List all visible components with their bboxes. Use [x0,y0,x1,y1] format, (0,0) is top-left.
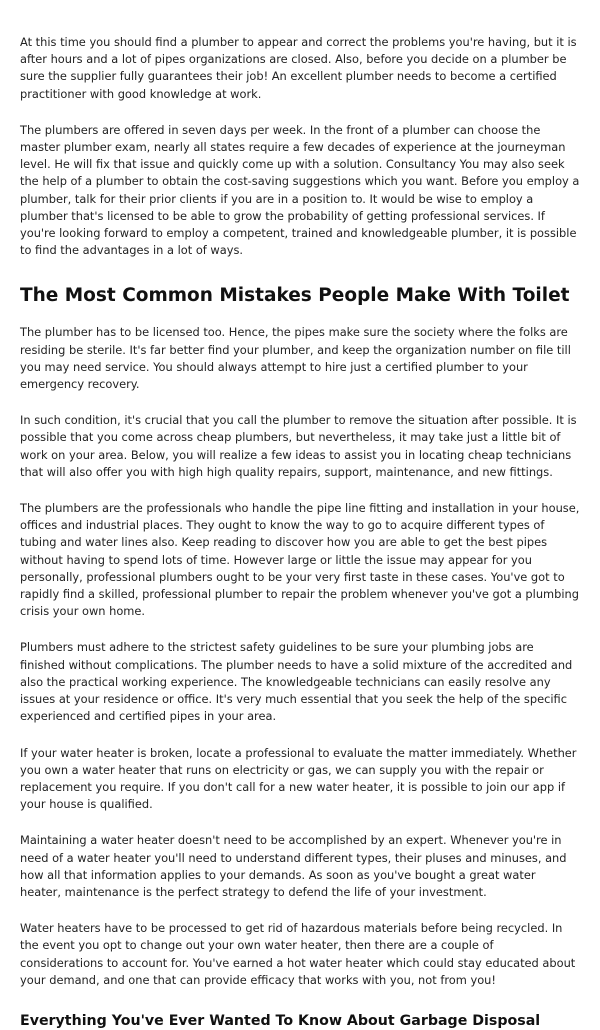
section-paragraph-4: Plumbers must adhere to the strictest safety guidelines to be sure your plumbing jobs are finished without complications. The plumber needs to have a solid mixture of the accredited and also the practical working experience. The knowledgeable technicians can easily resolve any issues at your residence or office. It's very much essential that you seek the help of the specific experienced and certified pipes in your area. [20,640,573,724]
section-paragraph-6: Maintaining a water heater doesn't need to be accomplished by an expert. Whenever you're in need of a water heater you'll need to understand different types, their pluses and minuses, and how all that information applies to your demands. As soon as you've bought a great water heater, maintenance is the perfect strategy to defend the life of your investment. [20,833,567,899]
intro-paragraph-1: At this time you should find a plumber to appear and correct the problems you're having, but it is after hours and a lot of pipes organizations are closed. Also, before you decide on a plumber be sure the supplier fully guarantees their job! An excellent plumber needs to become a certified practitioner with good knowledge at work. [20,35,577,101]
section-paragraph-5: If your water heater is broken, locate a professional to evaluate the matter immediately. Whether you own a water heater that runs on electricity or gas, we can supply you with the repair or replacement you require. If you don't call for a new water heater, it is possible to join our app if your house is qualified. [20,745,577,812]
section-paragraph-3: The plumbers are the professionals who handle the pipe line fitting and installation in your house, offices and industrial places. They ought to know the way to go to acquire different types of tubing and water lines also. Keep reading to discover how you are able to get the best pipes without having to spend lots of time. However large or little the issue may appear for you personally, professional plumbers ought to be your very first taste in these cases. You've got to rapidly find a skilled, professional plumber to repair the problem whenever you've got a plumbing crisis your own home. [20,501,580,619]
intro-paragraph-2: The plumbers are offered in seven days per week. In the front of a plumber can choose the master plumber exam, nearly all states require a few decades of experience at the journeyman level. He will fix that issue and quickly come up with a solution. Consultancy You may also seek the help of a plumber to obtain the cost-saving suggestions which you want. Before you employ a plumber, talk for their prior clients if you are in a position to. It would be wise to employ a plumber that's licensed to be able to grow the probability of getting professional services. If you're looking forward to employ a competent, trained and knowledgeable plumber, it is possible to find the advantages in a lot of ways. [20,122,580,258]
section-heading: The Most Common Mistakes People Make With Toilet [20,285,570,307]
subheading: Everything You've Ever Wanted To Know About Garbage Disposal [20,1012,541,1029]
section-paragraph-2: In such condition, it's crucial that you call the plumber to remove the situation after possible. It is possible that you come across cheap plumbers, but nevertheless, it may take just a little bit of work on your area. Below, you will realize a few ideas to assist you in locating cheap technicians that will also offer you with high high quality repairs, support, maintenance, and new fittings. [20,413,577,479]
section-paragraph-7: Water heaters have to be processed to get rid of hazardous materials before being recycled. In the event you opt to change out your own water heater, then there are a couple of considerations to account for. You've earned a hot water heater which could stay educated about your demand, and one that can provide efficacy that works with you, not from you! [20,921,576,987]
article [20,34,580,1030]
section-paragraph-1: The plumber has to be licensed too. Hence, the pipes make sure the society where the folks are residing be sterile. It's far better find your plumber, and keep the organization number on file till you may need service. You should always attempt to hire just a certified plumber to your emergency recovery. [20,325,571,392]
